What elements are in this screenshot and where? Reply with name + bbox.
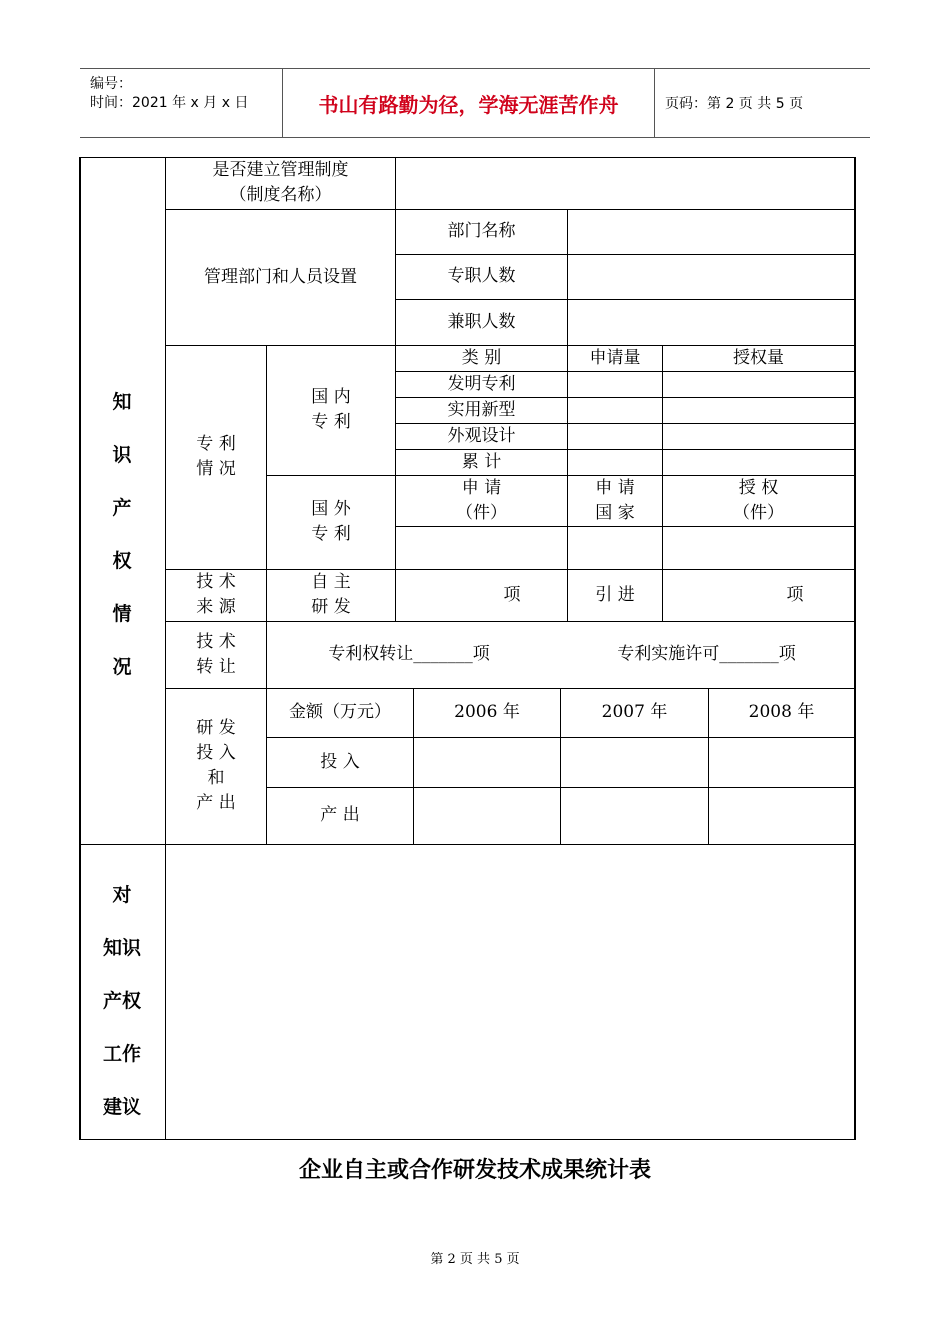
dept-setup-label: 管理部门和人员设置: [204, 266, 357, 287]
self-dev-label: 自 主 研 发: [311, 572, 351, 617]
header-meta: [80, 69, 283, 137]
side-char: 况: [112, 656, 132, 678]
page-footer: 第 2 页 共 5 页: [430, 1252, 520, 1267]
side-char: 工作: [102, 1043, 141, 1065]
tech-transfer-label: 技 术 转 让: [196, 631, 236, 677]
side-char: 权: [112, 550, 132, 572]
patent-license-text: 专利实施许可_______项: [617, 644, 796, 664]
header-motto: 书山有路勤为径，学海无涯苦作舟: [283, 69, 655, 137]
side-char: 知: [112, 391, 132, 413]
amount-label: 金额（万元）: [289, 702, 391, 722]
col-granted: 授权量: [733, 347, 784, 368]
tech-source-label: 技 术 来 源: [196, 572, 236, 617]
patent-transfer-text: 专利权转让_______项: [328, 644, 490, 664]
foreign-granted-label: 授 权 （件）: [733, 477, 784, 523]
suggestion-side-label: [79, 880, 165, 1119]
row-utility: 实用新型: [447, 399, 516, 420]
side-char: 产: [112, 497, 132, 519]
side-char: 对: [112, 884, 132, 906]
suggestion-field[interactable]: [167, 846, 853, 1138]
document-title: 企业自主或合作研发技术成果统计表: [298, 1158, 651, 1183]
header-page-info: 页码：第 2 页 共 5 页: [665, 96, 804, 112]
side-char: 识: [112, 444, 132, 466]
dept-name-label: 部门名称: [447, 221, 516, 241]
number-label: 编号：: [90, 76, 132, 92]
self-dev-unit: 项: [503, 584, 521, 605]
year-2008: 2008 年: [748, 702, 815, 722]
row-total: 累 计: [461, 451, 502, 472]
introduced-label: 引 进: [595, 584, 635, 605]
row-design: 外观设计: [447, 425, 516, 446]
col-category: 类 别: [461, 347, 502, 368]
full-time-label: 专职人数: [447, 266, 516, 286]
input-label: 投 入: [320, 751, 360, 772]
col-applications: 申请量: [589, 347, 641, 368]
side-char: 产权: [102, 990, 141, 1012]
part-time-label: 兼职人数: [447, 311, 516, 332]
ip-statistics-table: [79, 157, 856, 1140]
ip-status-side-label: [79, 387, 165, 679]
rd-label: 研 发 投 入 和 产 出: [196, 718, 236, 813]
time-label: 时间：2021 年 x 月 x 日: [90, 95, 249, 111]
domestic-patent-label: 国 内 专 利: [311, 387, 351, 432]
side-char: 知识: [102, 937, 141, 959]
output-label: 产 出: [320, 805, 360, 825]
foreign-country-label: 申 请 国 家: [595, 477, 635, 523]
page-header: [80, 68, 870, 138]
foreign-apply-label: 申 请 （件）: [456, 477, 507, 523]
row-invention: 发明专利: [447, 373, 516, 394]
introduced-unit: 项: [786, 584, 804, 605]
side-char: 情: [112, 603, 132, 625]
foreign-patent-label: 国 外 专 利: [311, 499, 351, 544]
mgmt-system-label: 是否建立管理制度 （制度名称）: [212, 160, 349, 205]
patent-label: 专 利 情 况: [196, 434, 236, 479]
year-2006: 2006 年: [454, 702, 520, 722]
mgmt-system-field[interactable]: [396, 158, 854, 209]
year-2007: 2007 年: [601, 702, 668, 722]
side-char: 建议: [102, 1096, 141, 1118]
